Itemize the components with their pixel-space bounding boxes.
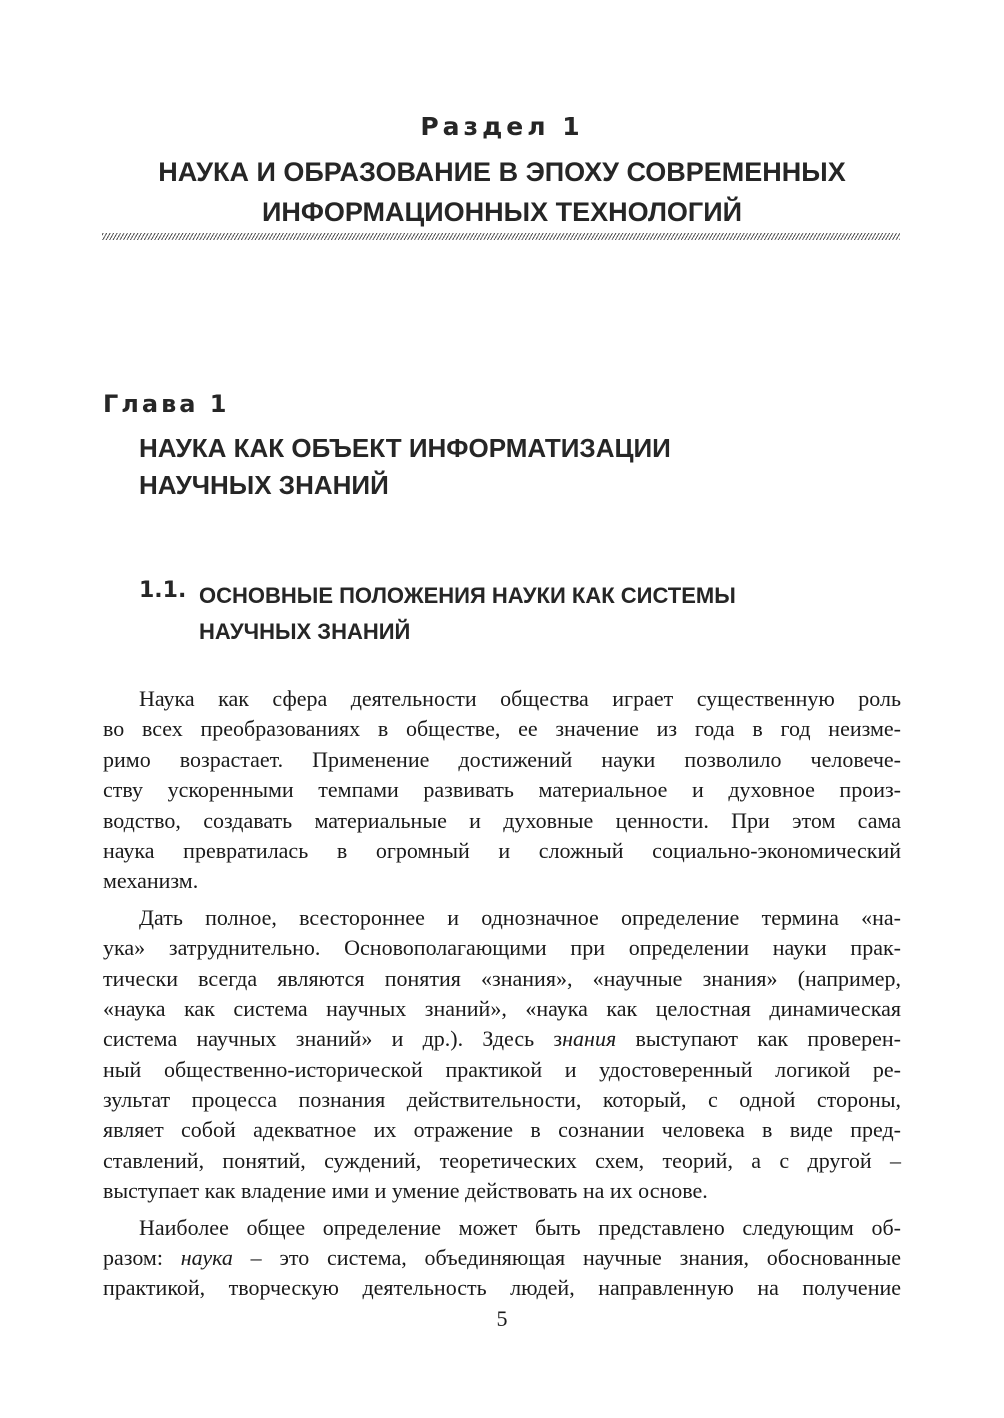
paragraph-line: механизм. bbox=[103, 868, 199, 894]
paragraph-line: ставлений, понятий, суждений, теоретических схем, теорий, а с другой – bbox=[103, 1147, 901, 1173]
chapter-label: Глава 1 bbox=[103, 390, 230, 418]
paragraph-line: римо возрастает. Применение достижений науки позволило человече- bbox=[103, 746, 901, 772]
chapter-title-line: НАУЧНЫХ ЗНАНИЙ bbox=[139, 470, 389, 500]
paragraph-line: зультат процесса познания действительности, который, с одной стороны, bbox=[103, 1087, 901, 1113]
paragraph-line: Дать полное, всестороннее и однозначное определение термина «на- bbox=[139, 904, 901, 930]
paragraph-line: практикой, творческую деятельность людей, направленную на получение bbox=[103, 1275, 901, 1301]
section-title bbox=[100, 152, 904, 232]
paragraph-line: выступает как владение ими и умение действовать на их основе. bbox=[103, 1178, 708, 1204]
paragraph-line: тически всегда являются понятия «знания», «научные знания» (например, bbox=[103, 965, 901, 991]
paragraph-line: Наука как сфера деятельности общества играет существенную роль bbox=[139, 686, 901, 711]
body-text bbox=[103, 684, 901, 1304]
paragraph-line: система научных знаний» и др.). Здесь знания выступают как проверен- bbox=[103, 1026, 901, 1052]
paragraph-line: наука превратилась в огромный и сложный социально-экономический bbox=[103, 837, 901, 863]
section-label: Раздел 1 bbox=[420, 112, 584, 141]
italic-term: нания bbox=[562, 1026, 617, 1052]
paragraph-line: ука» затруднительно. Основополагающими при определении науки прак- bbox=[103, 935, 901, 961]
paragraph-line: во всех преобразованиях в обществе, ее значение из года в год неизме- bbox=[103, 716, 901, 742]
section-title-line: НАУКА И ОБРАЗОВАНИЕ В ЭПОХУ СОВРЕМЕННЫХ bbox=[158, 157, 846, 187]
section-title-line: ИНФОРМАЦИОННЫХ ТЕХНОЛОГИЙ bbox=[261, 197, 743, 227]
subsection-title bbox=[199, 578, 899, 650]
italic-term: наука bbox=[180, 1245, 233, 1271]
page-number: 5 bbox=[496, 1306, 508, 1331]
paragraph-line: ству ускоренными темпами развивать материальное и духовное произ- bbox=[103, 777, 901, 803]
paragraph-line: Наиболее общее определение может быть представлено следующим об- bbox=[139, 1214, 901, 1240]
paragraph-line: ный общественно-исторической практикой и удостоверенный логикой ре- bbox=[103, 1056, 901, 1082]
paragraph-line: являет собой адекватное их отражение в сознании человека в виде пред- bbox=[103, 1117, 901, 1143]
paragraph-line: разом: наука – это система, объединяющая научные знания, обоснованные bbox=[103, 1245, 901, 1271]
subsection-number: 1.1. bbox=[139, 578, 187, 603]
subsection-title-line: ОСНОВНЫЕ ПОЛОЖЕНИЯ НАУКИ КАК СИСТЕМЫ bbox=[199, 583, 736, 608]
chapter-title bbox=[139, 430, 899, 504]
subsection-title-line: НАУЧНЫХ ЗНАНИЙ bbox=[199, 619, 411, 644]
hatched-divider bbox=[102, 233, 900, 240]
paragraph-line: водство, создавать материальные и духовные ценности. При этом сама bbox=[103, 807, 901, 833]
paragraph-line: «наука как система научных знаний», «наука как целостная динамическая bbox=[103, 995, 901, 1021]
chapter-title-line: НАУКА КАК ОБЪЕКТ ИНФОРМАТИЗАЦИИ bbox=[139, 433, 671, 463]
